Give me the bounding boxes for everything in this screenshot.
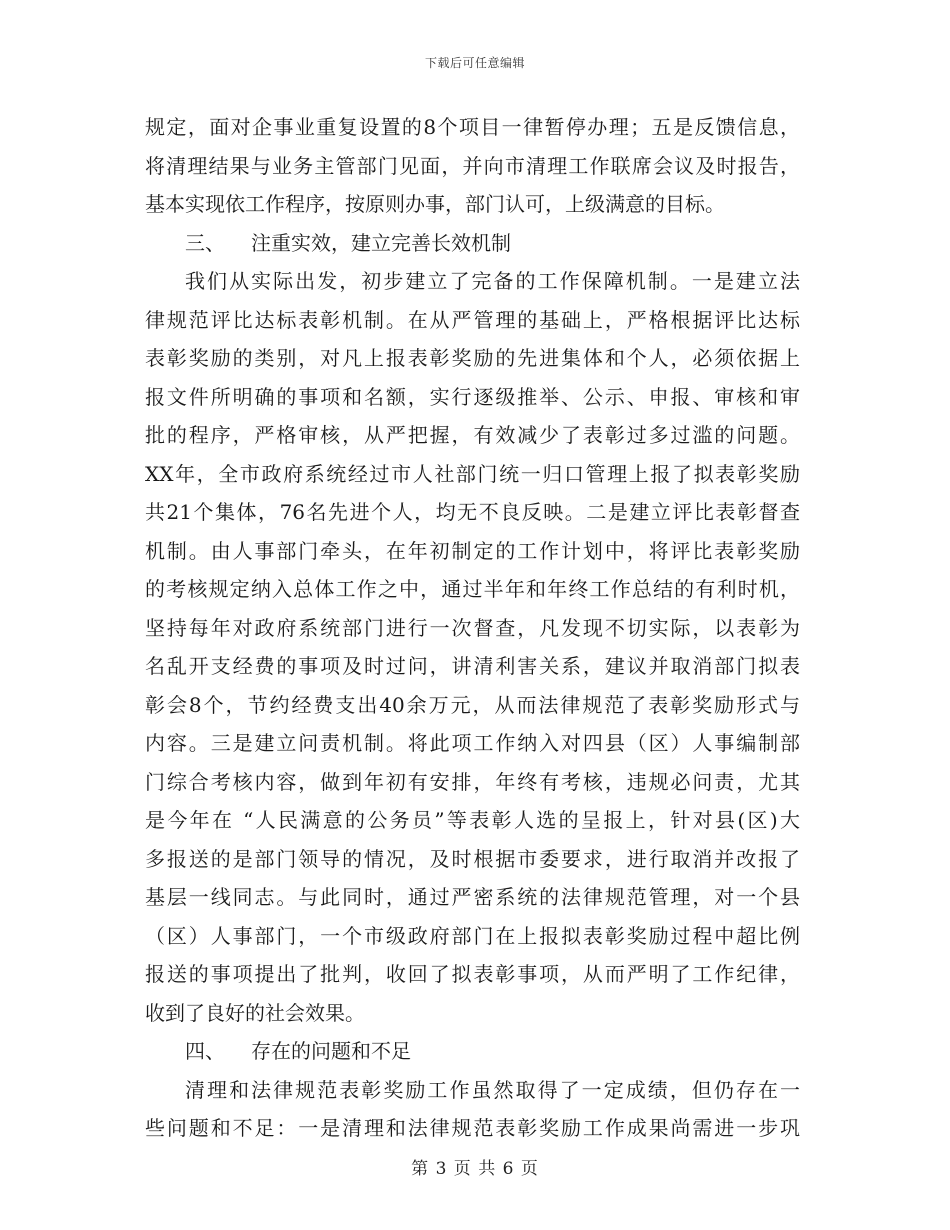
text-line: 律规范评比达标表彰机制。在从严管理的基础上，严格根据评比达标	[145, 307, 800, 332]
text-line: 是今年在 “人民满意的公务员”等表彰人选的呈报上，针对县(区)大	[145, 808, 800, 832]
text-line: 些问题和不足：一是清理和法律规范表彰奖励工作成果尚需进一步巩	[145, 1116, 800, 1140]
text-line: 的考核规定纳入总体工作之中，通过半年和年终工作总结的有利时机，	[145, 577, 800, 601]
text-line: 规定，面对企事业重复设置的8个项目一律暂停办理；五是反馈信息，	[145, 115, 800, 139]
text-line: 将清理结果与业务主管部门见面，并向市清理工作联席会议及时报告，	[145, 153, 800, 178]
page-header: 下载后可任意编辑	[424, 56, 525, 70]
text-line: 名乱开支经费的事项及时过问，讲清利害关系，建议并取消部门拟表	[145, 654, 800, 678]
text-line: 内容。三是建立问责机制。将此项工作纳入对四县（区）人事编制部	[145, 731, 800, 755]
text-line: 多报送的是部门领导的情况，及时根据市委要求，进行取消并改报了	[145, 846, 800, 871]
section-title: 注重实效，建立完善长效机制	[251, 230, 511, 255]
page-footer: 第 3 页 共 6 页	[411, 1159, 539, 1179]
text-line: （区）人事部门，一个市级政府部门在上报拟表彰奖励过程中超比例	[145, 923, 800, 948]
text-line: 彰会8个，节约经费支出40余万元，从而法律规范了表彰奖励形式与	[145, 692, 800, 717]
text-line: 基层一线同志。与此同时，通过严密系统的法律规范管理，对一个县	[145, 885, 800, 909]
text-line: 批的程序，严格审核，从严把握，有效减少了表彰过多过滥的问题。	[145, 423, 800, 447]
paragraph-first-line: 清理和法律规范表彰奖励工作虽然取得了一定成绩，但仍存在一	[185, 1077, 800, 1102]
section-heading-4	[145, 1032, 800, 1071]
section-number: 四、	[185, 1039, 225, 1063]
section-number: 三、	[185, 230, 225, 255]
text-line: 表彰奖励的类别，对凡上报表彰奖励的先进集体和个人，必须依据上	[145, 346, 800, 370]
document-body	[145, 108, 800, 1148]
text-line: 机制。由人事部门牵头，在年初制定的工作计划中，将评比表彰奖励	[145, 538, 800, 563]
text-line: 坚持每年对政府系统部门进行一次督查，凡发现不切实际，以表彰为	[145, 615, 800, 640]
text-line: 报文件所明确的事项和名额，实行逐级推举、公示、申报、审核和审	[145, 384, 800, 409]
text-line: 门综合考核内容，做到年初有安排，年终有考核，违规必问责，尤其	[145, 769, 800, 794]
paragraph-first-line: 我们从实际出发，初步建立了完备的工作保障机制。一是建立法	[185, 269, 800, 293]
text-line: XX年，全市政府系统经过市人社部门统一归口管理上报了拟表彰奖励	[145, 461, 800, 486]
text-line: 报送的事项提出了批判，收回了拟表彰事项，从而严明了工作纪律，	[145, 962, 800, 986]
section-heading-3	[145, 224, 800, 263]
text-line: 基本实现依工作程序，按原则办事，部门认可，上级满意的目标。	[145, 192, 725, 216]
text-line: 共21个集体，76名先进个人，均无不良反映。二是建立评比表彰督查	[145, 500, 800, 524]
section-title: 存在的问题和不足	[251, 1039, 411, 1063]
text-line: 收到了良好的社会效果。	[145, 1000, 365, 1025]
